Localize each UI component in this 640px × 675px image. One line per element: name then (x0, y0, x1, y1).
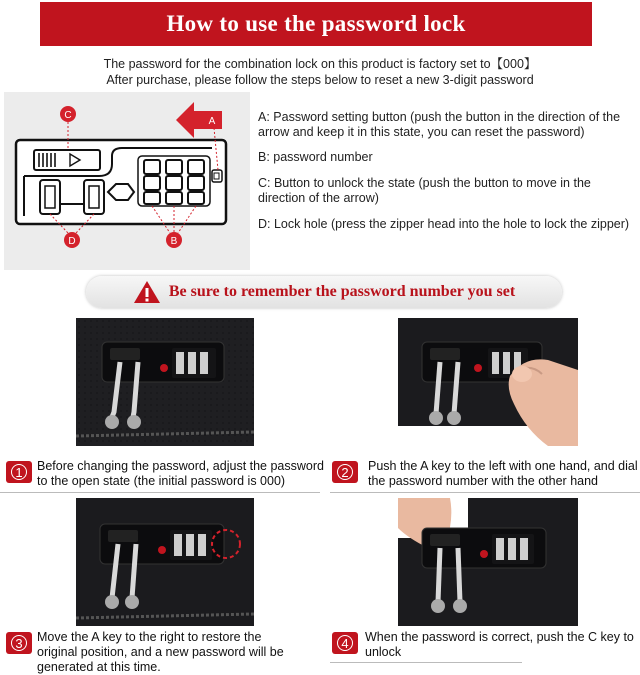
step-4-divider (330, 662, 522, 663)
intro-factory-setting: The password for the combination lock on this product is factory set to【000】 (103, 57, 537, 71)
step-3-photo (76, 498, 254, 626)
step-1-number: 1 (11, 464, 27, 480)
step-2-text: Push the A key to the left with one hand, and dial the password number with the other hand (368, 459, 638, 488)
step-1-divider (0, 492, 320, 493)
marker-d-label: D (68, 236, 76, 247)
legend-c: C: Button to unlock the state (push the button to move in the direction of the arrow) (258, 176, 591, 205)
step-2-badge (332, 461, 358, 483)
intro-reset-instruction: After purchase, please follow the steps below to reset a new 3-digit password (106, 73, 534, 87)
step-4-badge (332, 632, 358, 654)
marker-a-label: A (208, 116, 216, 127)
warning-triangle-icon (133, 280, 161, 304)
marker-b-label: B (170, 236, 178, 247)
legend-b: B: password number (258, 150, 373, 164)
unlock-slider (34, 150, 100, 170)
step-3-text: Move the A key to the right to restore the original position, and a new password will be generated at this time. (37, 630, 284, 674)
step-1-text: Before changing the password, adjust the password to the open state (the initial password is 000) (37, 459, 324, 488)
legend-d: D: Lock hole (press the zipper head into the hole to lock the zipper) (258, 217, 630, 231)
step-4-photo (398, 498, 578, 626)
lock-diagram (4, 92, 250, 270)
legend-a: A: Password setting button (push the button in the direction of the arrow and keep it in this state, you can reset the password) (258, 110, 621, 139)
step-2-number: 2 (337, 464, 353, 480)
marker-c-label: C (64, 110, 72, 121)
step-4-number: 4 (337, 635, 353, 651)
step-4-text: When the password is correct, push the C key to unlock (365, 630, 634, 659)
step-3-badge (6, 632, 32, 654)
password-dials (144, 160, 204, 204)
warning-banner (86, 276, 562, 308)
step-1-badge (6, 461, 32, 483)
step-3-number: 3 (11, 635, 27, 651)
step-2-divider (330, 492, 640, 493)
page-title: How to use the password lock (166, 11, 466, 36)
title-banner (40, 2, 592, 46)
step-2-photo (398, 318, 578, 446)
warning-text: Be sure to remember the password number you set (168, 283, 516, 300)
step-1-photo (76, 318, 254, 446)
